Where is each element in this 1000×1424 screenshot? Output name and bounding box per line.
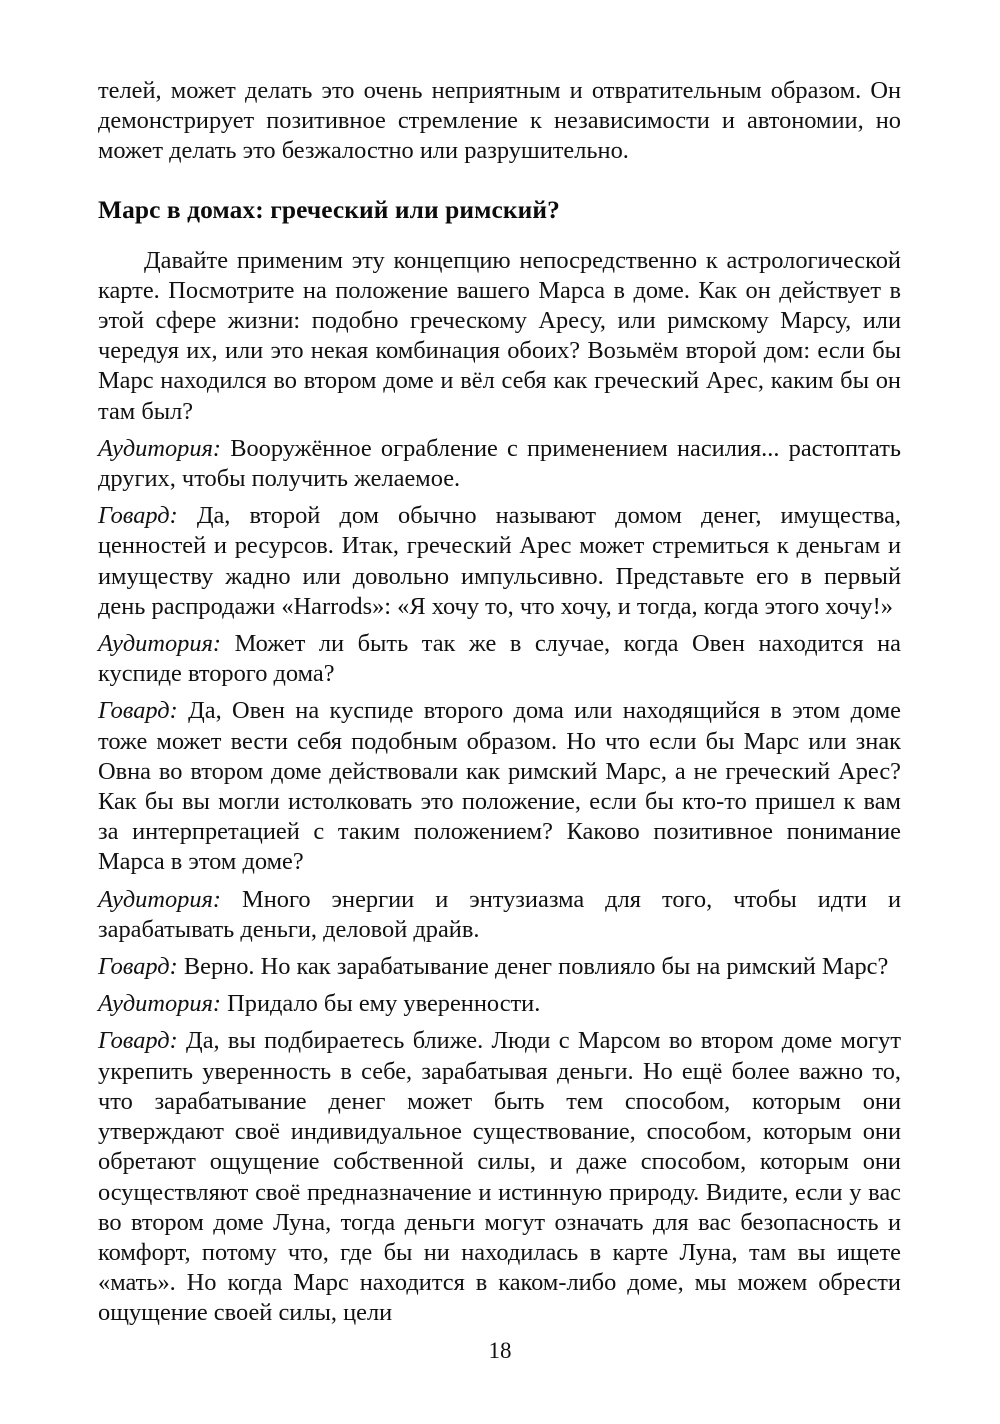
dialogue-text: Может ли быть так же в случае, когда Овен находится на куспиде второго дома?: [98, 630, 901, 688]
speaker-label: Говард:: [98, 1027, 178, 1055]
dialogue-text: Да, вы подбираетесь ближе. Люди с Марсом во втором доме могут укрепить уверенность в себе, зарабатывая деньги. Но ещё более важно то, что зарабатывание денег может быть тем способом, которым они утверждают своё индивидуальное существование, способом, которым они обретают ощущение собственной силы, и даже способом, которым они осуществляют своё предназначение и истинную природу. Видите, если у вас во втором доме Луна, тогда деньги могут означать для вас безопасность и комфорт, потому что, где бы ни находилась в карте Луна, там вы ищете «мать». Но когда Марс находится в каком-либо доме, мы можем обрести ощущение своей силы, цели: [98, 1027, 901, 1327]
dialogue-line: [98, 629, 901, 689]
dialogue-text: Верно. Но как зарабатывание денег повлияло бы на римский Марс?: [177, 953, 889, 981]
dialogue-text: Да, второй дом обычно называют домом денег, имущества, ценностей и ресурсов. Итак, греческий Арес может стремиться к деньгам и имуществу жадно или довольно импульсивно. Представьте его в первый день распродажи «Harrods»: «Я хочу то, что хочу, и тогда, когда этого хочу!»: [98, 502, 901, 620]
dialogue-text: Вооружённое ограбление с применением насилия... растоптать других, чтобы получить желаемое.: [98, 434, 901, 493]
speaker-label: Говард:: [98, 502, 178, 530]
heading-bottom-spacer: [98, 225, 901, 246]
speaker-label: Аудитория:: [98, 434, 222, 462]
section-heading: Марс в домах: греческий или римский?: [98, 195, 560, 224]
speaker-label: Аудитория:: [98, 990, 222, 1018]
paragraph-body: Давайте применим эту концепцию непосредственно к астрологической карте. Посмотрите на положение вашего Марса в доме. Как он действует в этой сфере жизни: подобно греческому Аресу, или римскому Марсу, или чередуя их, или это некая комбинация обоих? Возьмём второй дом: если бы Марс находился во втором доме и вёл себя как греческий Арес, каким бы он там был?: [98, 246, 901, 425]
text-column: [98, 76, 901, 1329]
page-number: 18: [488, 1338, 512, 1363]
speaker-label: Говард:: [98, 953, 178, 981]
heading-top-spacer: [98, 167, 901, 195]
dialogue-line: [98, 952, 901, 982]
dialogue-line: [98, 885, 901, 945]
dialogue-text: Придало бы ему уверенности.: [221, 990, 541, 1018]
dialogue-line: [98, 1026, 901, 1328]
paragraph-continuation: телей, может делать это очень неприятным и отвратительным образом. Он демонстрирует позитивное стремление к независимости и автономии, но может делать это безжалостно или разрушительно.: [98, 77, 901, 165]
speaker-label: Аудитория:: [98, 885, 222, 913]
dialogue-text: Да, Овен на куспиде второго дома или находящийся в этом доме тоже может вести себя подобным образом. Но что если бы Марс или знак Овна во втором доме действовали как римский Марс, а не греческий Арес? Как бы вы могли истолковать это положение, если бы кто-то пришел к вам за интерпретацией с таким положением? Каково позитивное понимание Марса в этом доме?: [98, 697, 901, 876]
dialogue-line: [98, 696, 901, 877]
dialogue-text: Много энергии и энтузиазма для того, чтобы идти и зарабатывать деньги, деловой драйв.: [98, 885, 901, 943]
speaker-label: Говард:: [98, 697, 178, 725]
dialogue-line: [98, 989, 901, 1019]
dialogue-line: [98, 434, 901, 494]
dialogue-line: [98, 501, 901, 622]
speaker-label: Аудитория:: [98, 630, 222, 658]
